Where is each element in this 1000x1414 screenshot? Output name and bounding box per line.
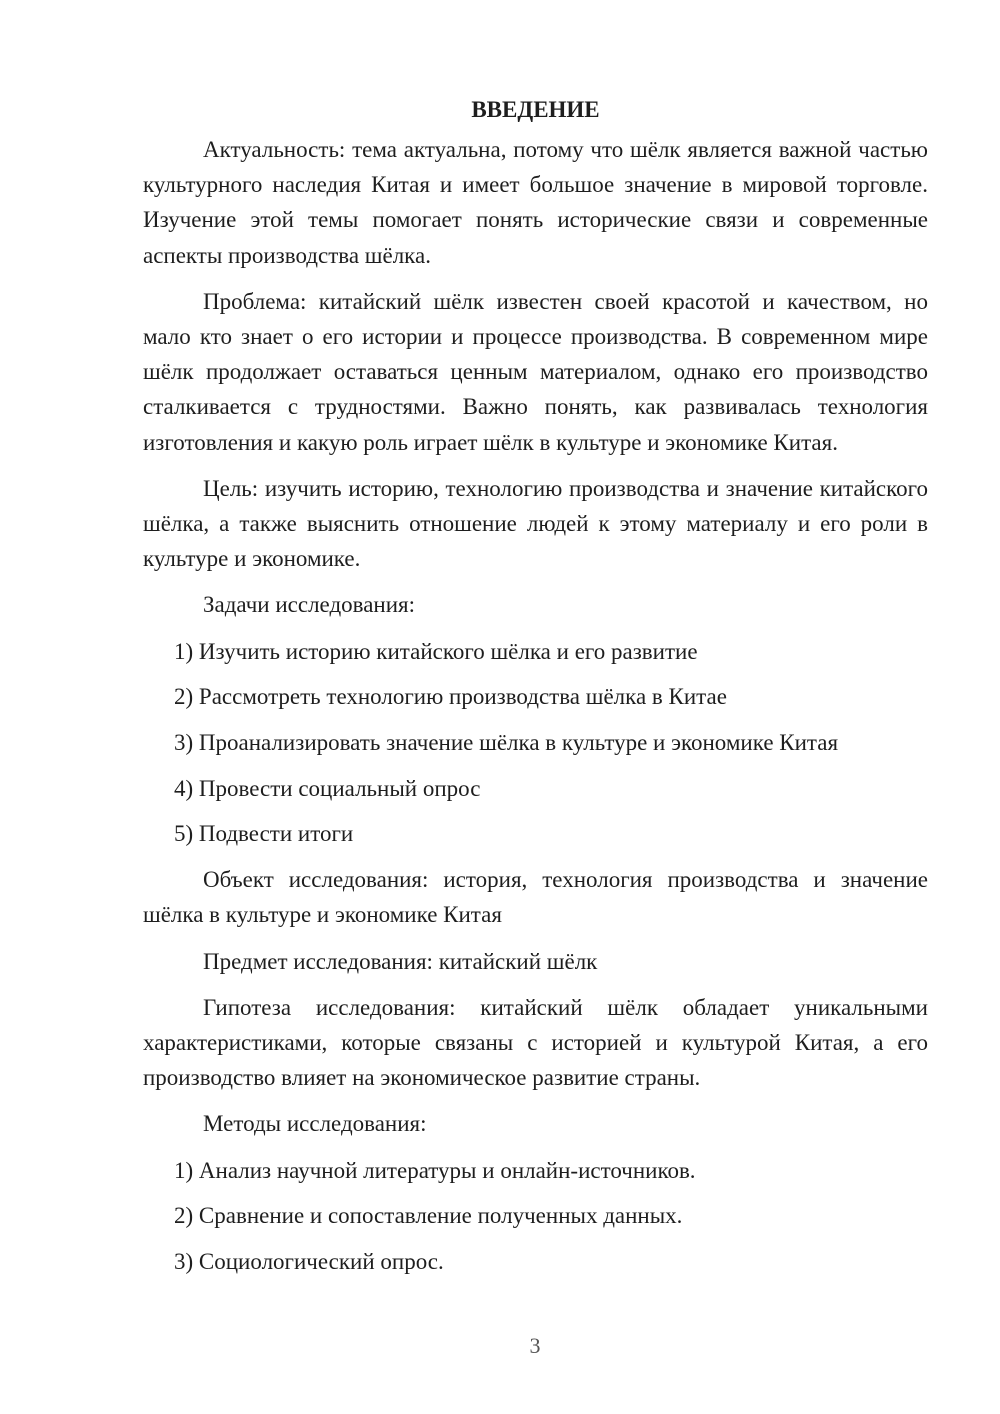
list-item: 1) Анализ научной литературы и онлайн-источников.	[174, 1157, 696, 1183]
document-page	[143, 92, 928, 1290]
page-title: ВВЕДЕНИЕ	[471, 97, 600, 122]
hypothesis-paragraph: Гипотеза исследования: китайский шёлк обладает уникальными характеристиками, которые связаны с историей и культурой Китая, а его производство влияет на экономическое развитие страны.	[143, 994, 928, 1091]
list-item: 3) Проанализировать значение шёлка в культуре и экономике Китая	[174, 730, 839, 756]
tasks-list	[143, 634, 928, 852]
tasks-heading: Задачи исследования:	[203, 592, 416, 618]
object-paragraph: Объект исследования: история, технология производства и значение шёлка в культуре и экономике Китая	[143, 867, 928, 928]
list-item: 2) Рассмотреть технологию производства шёлка в Китае	[174, 684, 727, 710]
list-item: 2) Сравнение и сопоставление полученных данных.	[174, 1203, 683, 1229]
list-item: 5) Подвести итоги	[174, 821, 354, 847]
subject-paragraph: Предмет исследования: китайский шёлк	[203, 948, 598, 974]
list-item: 4) Провести социальный опрос	[174, 775, 481, 801]
problem-paragraph: Проблема: китайский шёлк известен своей красотой и качеством, но мало кто знает о его истории и процессе производства. В современном мире шёлк продолжает оставаться ценным материалом, однако его производство сталкивается с трудностями. Важно понять, как развивалась технология изготовления и какую роль играет шёлк в культуре и экономике Китая.	[143, 288, 928, 455]
list-item: 1) Изучить историю китайского шёлка и его развитие	[174, 638, 698, 664]
relevance-paragraph: Актуальность: тема актуальна, потому что шёлк является важной частью культурного наследия Китая и имеет большое значение в мировой торговле. Изучение этой темы помогает понять исторические связи и современные аспекты производства шёлка.	[143, 137, 928, 268]
list-item: 3) Социологический опрос.	[174, 1248, 444, 1274]
methods-heading: Методы исследования:	[203, 1111, 427, 1137]
methods-list	[143, 1153, 928, 1280]
goal-paragraph: Цель: изучить историю, технологию производства и значение китайского шёлка, а также выяснить отношение людей к этому материалу и его роли в культуре и экономике.	[143, 475, 928, 572]
page-number: 3	[529, 1333, 541, 1358]
